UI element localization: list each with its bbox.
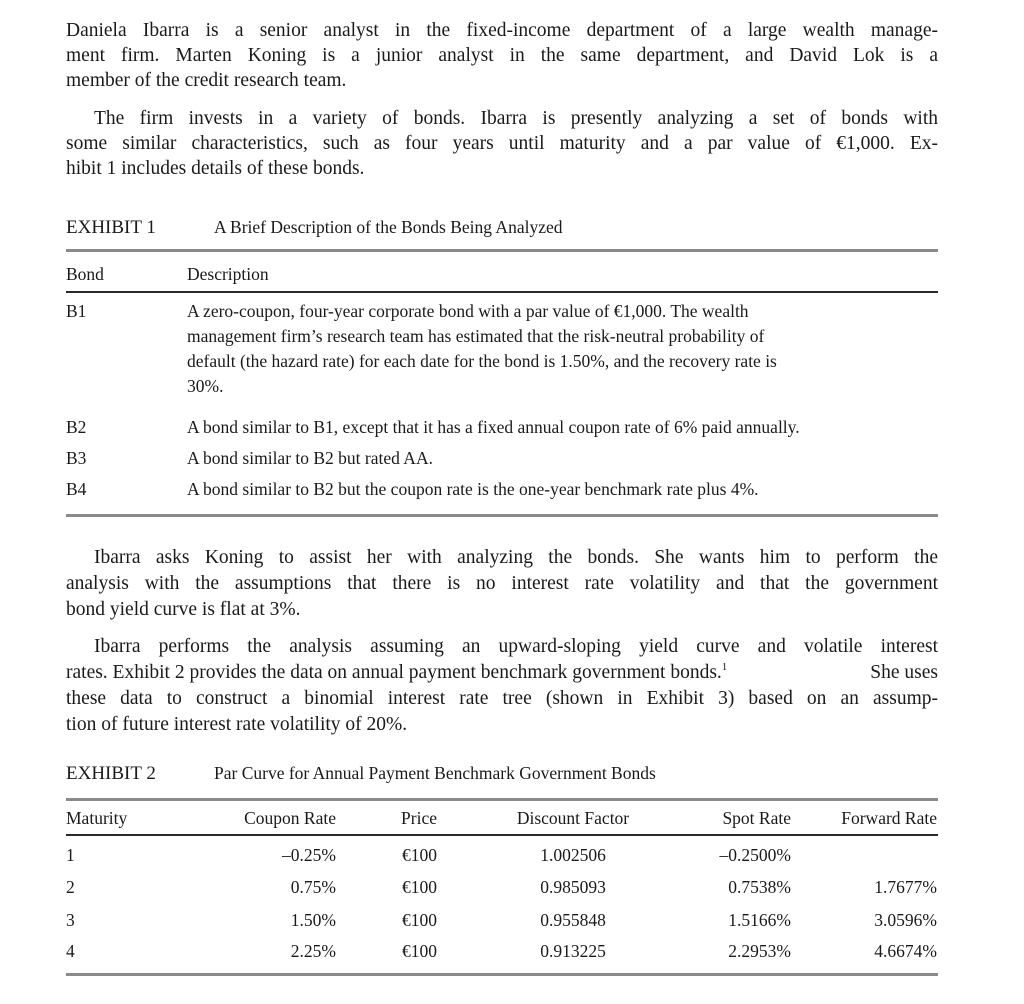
- paragraph-3-line: bond yield curve is flat at 3%.: [66, 599, 301, 620]
- paragraph-2-line: some similar characteristics, such as four years until maturity and a par value of €1,000. Ex-: [66, 133, 938, 154]
- footnote-marker[interactable]: 1: [721, 661, 728, 673]
- price-cell: €100: [402, 877, 437, 897]
- exhibit-2-caption: [66, 763, 656, 785]
- bond-id: B1: [66, 301, 87, 321]
- bond-description-line: A zero-coupon, four-year corporate bond with a par value of €1,000. The wealth: [187, 301, 749, 321]
- discount-factor-cell: 0.955848: [540, 910, 606, 930]
- forward-rate-cell: 4.6674%: [874, 941, 937, 961]
- paragraph-4-line: these data to construct a binomial interest rate tree (shown in Exhibit 3) based on an assump-: [66, 688, 938, 709]
- column-header-bond: Bond: [66, 264, 104, 284]
- column-header-description: Description: [187, 264, 269, 284]
- bond-id: B4: [66, 479, 87, 499]
- table-bottom-rule: [66, 973, 938, 976]
- column-header-spot-rate: Spot Rate: [722, 808, 791, 828]
- paragraph-4-text: rates. Exhibit 2 provides the data on annual payment benchmark government bonds.: [66, 662, 722, 683]
- table-bottom-rule: [66, 514, 938, 517]
- forward-rate-cell: 3.0596%: [874, 910, 937, 930]
- exhibit-1-label: EXHIBIT 1: [66, 217, 156, 238]
- coupon-rate-cell: 2.25%: [290, 941, 336, 961]
- spot-rate-cell: 0.7538%: [728, 877, 791, 897]
- maturity-cell: 2: [66, 877, 75, 897]
- bond-description-line: default (the hazard rate) for each date for the bond is 1.50%, and the recovery rate is: [187, 351, 777, 371]
- bond-description-line: management firm’s research team has estimated that the risk-neutral probability of: [187, 326, 765, 346]
- table-top-rule: [66, 249, 938, 252]
- column-header-forward-rate: Forward Rate: [841, 808, 937, 828]
- spot-rate-cell: 2.2953%: [728, 941, 791, 961]
- maturity-cell: 3: [66, 910, 75, 930]
- paragraph-2-line: hibit 1 includes details of these bonds.: [66, 158, 365, 179]
- column-header-price: Price: [401, 808, 437, 828]
- paragraph-4-text: She uses: [870, 662, 938, 683]
- paragraph-4-line: [66, 660, 938, 685]
- exhibit-1-title: A Brief Description of the Bonds Being Analyzed: [214, 217, 563, 237]
- paragraph-1-line: member of the credit research team.: [66, 70, 347, 91]
- paragraph-3-line: analysis with the assumptions that there is no interest rate volatility and that the government: [66, 573, 938, 594]
- paragraph-1-line: ment firm. Marten Koning is a junior analyst in the same department, and David Lok is a: [66, 45, 938, 66]
- coupon-rate-cell: 0.75%: [290, 877, 336, 897]
- column-header-coupon-rate: Coupon Rate: [244, 808, 336, 828]
- coupon-rate-cell: 1.50%: [290, 910, 336, 930]
- bond-description-line: A bond similar to B2 but rated AA.: [187, 448, 433, 468]
- paragraph-1-line: Daniela Ibarra is a senior analyst in the fixed-income department of a large wealth manage-: [66, 20, 938, 41]
- bond-id: B2: [66, 417, 87, 437]
- coupon-rate-cell: –0.25%: [282, 845, 336, 865]
- bond-description-line: A bond similar to B1, except that it has a fixed annual coupon rate of 6% paid annually.: [187, 417, 800, 437]
- discount-factor-cell: 0.985093: [540, 877, 606, 897]
- column-header-maturity: Maturity: [66, 808, 128, 828]
- bond-description-line: 30%.: [187, 376, 224, 396]
- table-header-rule: [66, 834, 938, 836]
- paragraph-4-line: Ibarra performs the analysis assuming an upward-sloping yield curve and volatile interest: [94, 636, 938, 657]
- price-cell: €100: [402, 845, 437, 865]
- paragraph-3-line: Ibarra asks Koning to assist her with analyzing the bonds. She wants him to perform the: [94, 547, 938, 568]
- discount-factor-cell: 1.002506: [540, 845, 606, 865]
- forward-rate-cell: 1.7677%: [874, 877, 937, 897]
- discount-factor-cell: 0.913225: [540, 941, 606, 961]
- bond-id: B3: [66, 448, 87, 468]
- bond-description-line: A bond similar to B2 but the coupon rate is the one-year benchmark rate plus 4%.: [187, 479, 759, 499]
- paragraph-2-line: The firm invests in a variety of bonds. Ibarra is presently analyzing a set of bonds with: [94, 108, 938, 129]
- paragraph-4-line: tion of future interest rate volatility of 20%.: [66, 714, 408, 735]
- table-header-rule: [66, 291, 938, 293]
- spot-rate-cell: 1.5166%: [728, 910, 791, 930]
- maturity-cell: 4: [66, 941, 75, 961]
- exhibit-1-caption: [66, 217, 562, 239]
- exhibit-2-label: EXHIBIT 2: [66, 763, 156, 784]
- table-top-rule: [66, 798, 938, 801]
- maturity-cell: 1: [66, 845, 75, 865]
- price-cell: €100: [402, 941, 437, 961]
- exhibit-2-title: Par Curve for Annual Payment Benchmark Government Bonds: [214, 763, 656, 783]
- spot-rate-cell: –0.2500%: [719, 845, 791, 865]
- column-header-discount-factor: Discount Factor: [516, 808, 630, 828]
- price-cell: €100: [402, 910, 437, 930]
